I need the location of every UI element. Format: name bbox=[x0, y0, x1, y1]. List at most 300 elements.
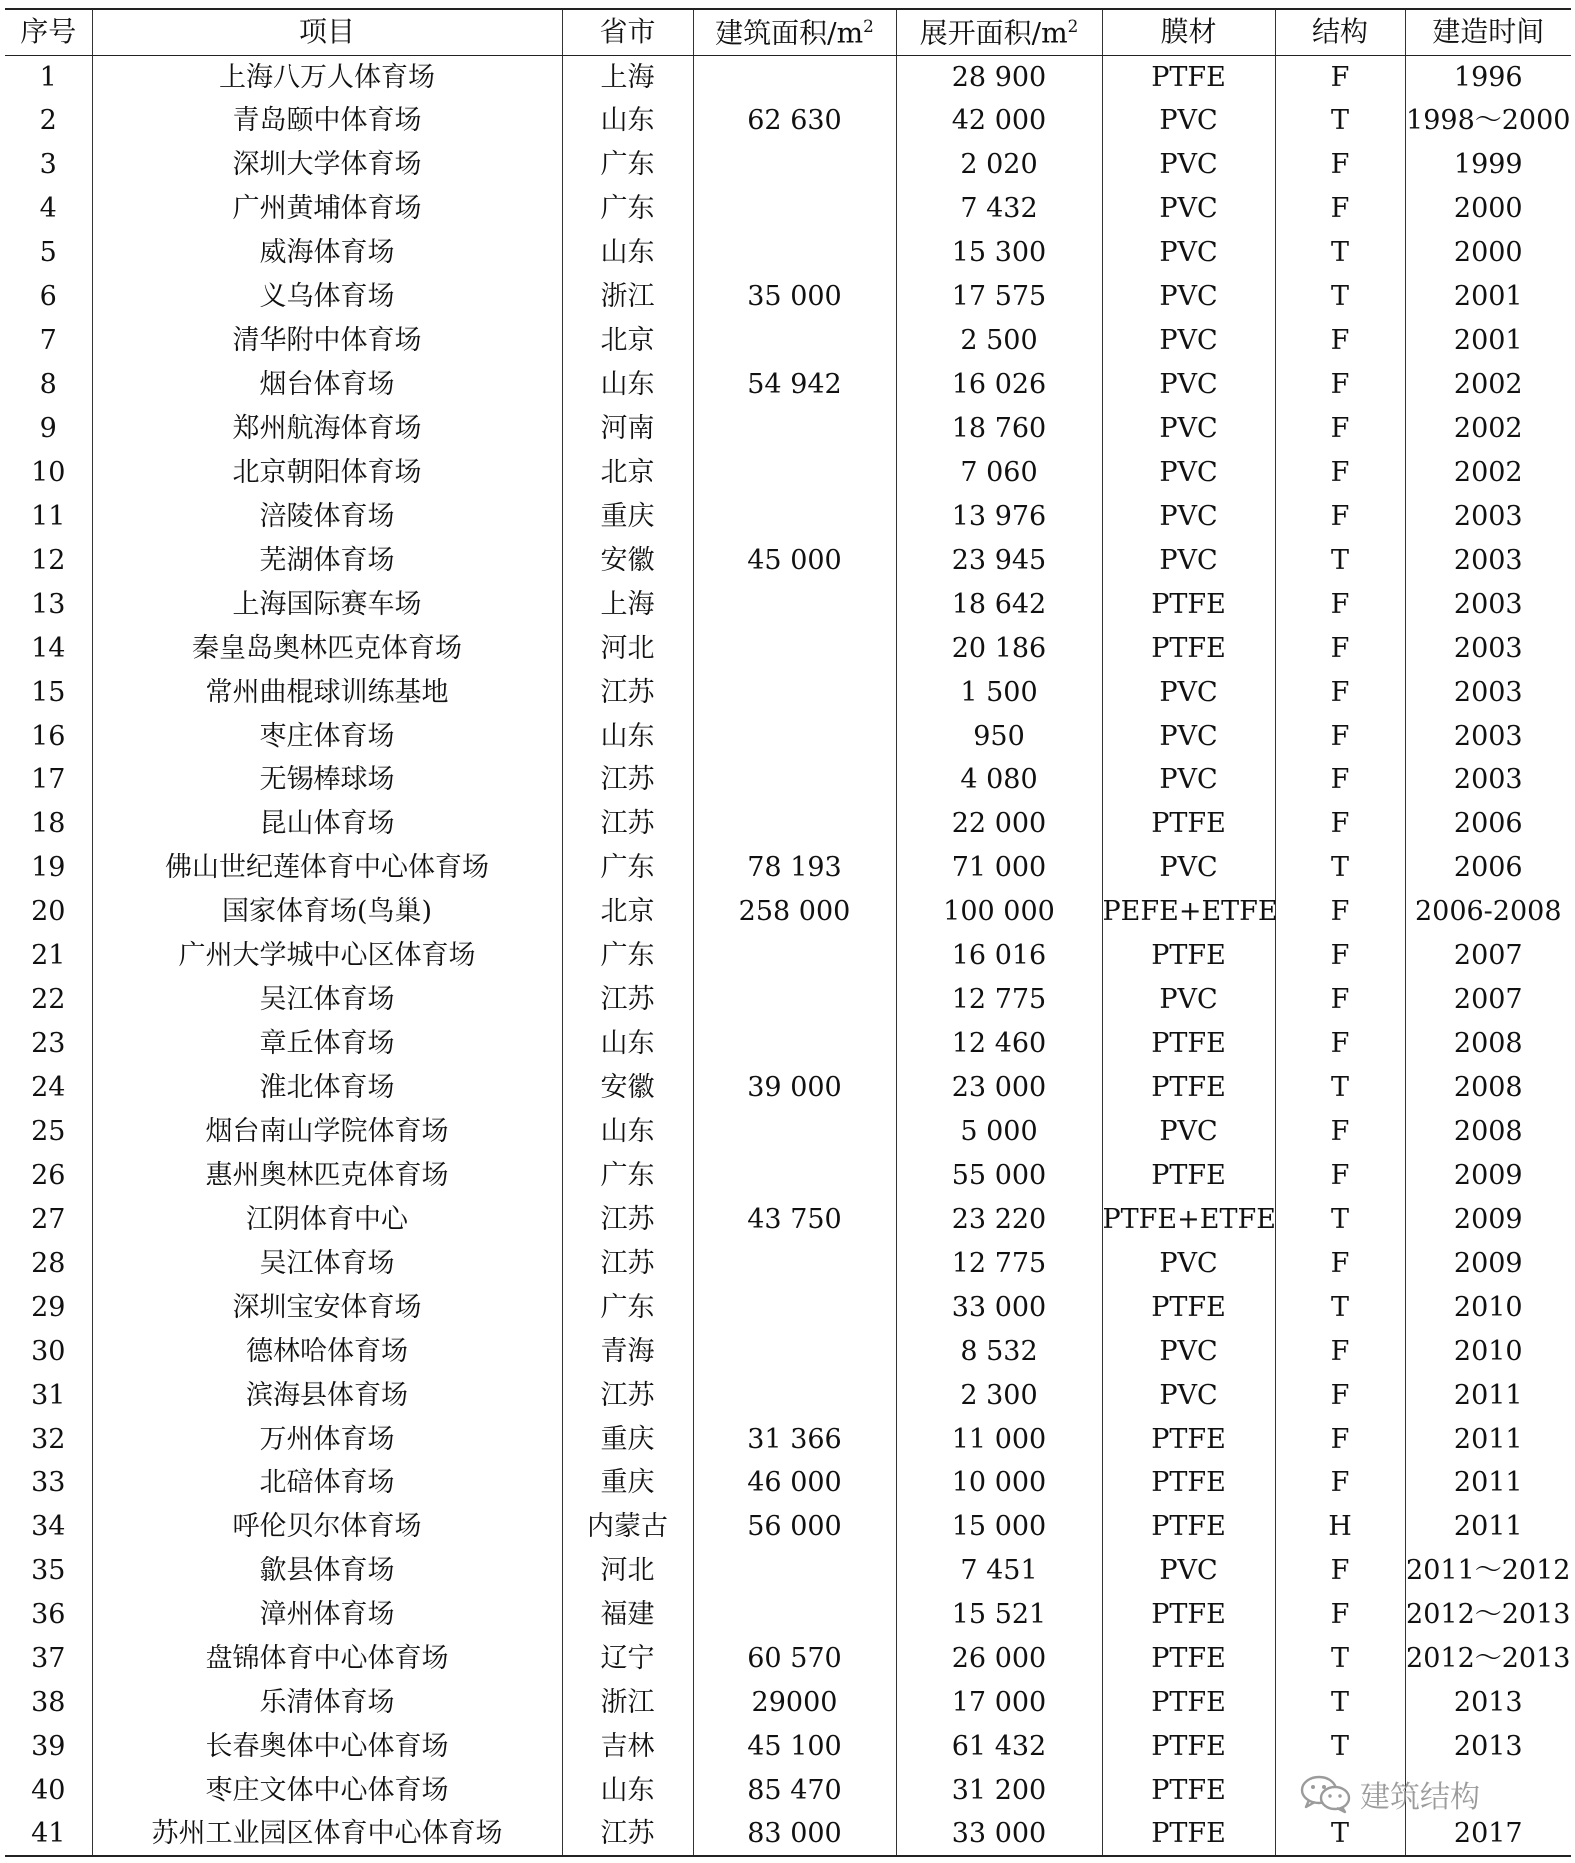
cell-membrane: PVC bbox=[1102, 187, 1275, 231]
wechat-icon bbox=[1300, 1774, 1352, 1814]
cell-build-time: 2012～2013 bbox=[1405, 1637, 1571, 1681]
cell-build-time: 2006 bbox=[1405, 802, 1571, 846]
cell-province: 内蒙古 bbox=[562, 1505, 693, 1549]
cell-unfold-area: 7 060 bbox=[896, 450, 1102, 494]
cell-unfold-area: 2 020 bbox=[896, 143, 1102, 187]
cell-project: 上海八万人体育场 bbox=[92, 55, 562, 99]
cell-unfold-area: 16 026 bbox=[896, 363, 1102, 407]
cell-build-time: 2017 bbox=[1405, 1813, 1571, 1857]
cell-structure: F bbox=[1275, 407, 1405, 451]
cell-build-time: 2008 bbox=[1405, 1066, 1571, 1110]
cell-structure: F bbox=[1275, 187, 1405, 231]
cell-structure: T bbox=[1275, 846, 1405, 890]
cell-build-time: 2003 bbox=[1405, 758, 1571, 802]
cell-membrane: PTFE bbox=[1102, 1725, 1275, 1769]
cell-project: 北京朝阳体育场 bbox=[92, 450, 562, 494]
header-structure: 结构 bbox=[1275, 9, 1405, 55]
cell-build-time: 2003 bbox=[1405, 626, 1571, 670]
cell-membrane: PVC bbox=[1102, 978, 1275, 1022]
cell-build-time: 2002 bbox=[1405, 363, 1571, 407]
cell-no: 26 bbox=[31, 1159, 66, 1191]
cell-membrane: PVC bbox=[1102, 846, 1275, 890]
cell-project: 呼伦贝尔体育场 bbox=[92, 1505, 562, 1549]
header-project: 项目 bbox=[92, 9, 562, 55]
cell-structure: F bbox=[1275, 143, 1405, 187]
cell-membrane: PVC bbox=[1102, 1549, 1275, 1593]
table-row bbox=[5, 1153, 1571, 1197]
cell-unfold-area: 23 000 bbox=[896, 1066, 1102, 1110]
cell-membrane: PTFE bbox=[1102, 1066, 1275, 1110]
cell-build-time: 2000 bbox=[1405, 187, 1571, 231]
cell-project: 烟台南山学院体育场 bbox=[92, 1110, 562, 1154]
cell-membrane: PTFE bbox=[1102, 1681, 1275, 1725]
table-row bbox=[5, 363, 1571, 407]
table-row bbox=[5, 670, 1571, 714]
cell-build-time: 1998～2000 bbox=[1405, 99, 1571, 143]
cell-structure: F bbox=[1275, 319, 1405, 363]
cell-no: 12 bbox=[31, 544, 66, 576]
cell-build-time: 1996 bbox=[1405, 55, 1571, 99]
cell-building-area: 43 750 bbox=[693, 1197, 896, 1241]
table-row bbox=[5, 275, 1571, 319]
table-row bbox=[5, 494, 1571, 538]
table-row bbox=[5, 1681, 1571, 1725]
cell-structure: H bbox=[1275, 1505, 1405, 1549]
cell-build-time: 2013 bbox=[1405, 1725, 1571, 1769]
cell-membrane: PTFE bbox=[1102, 1637, 1275, 1681]
cell-province: 广东 bbox=[562, 187, 693, 231]
cell-build-time: 2002 bbox=[1405, 450, 1571, 494]
cell-province: 北京 bbox=[562, 450, 693, 494]
cell-structure: F bbox=[1275, 1461, 1405, 1505]
table-body bbox=[5, 55, 1571, 1856]
cell-membrane: PVC bbox=[1102, 494, 1275, 538]
cell-unfold-area: 33 000 bbox=[896, 1813, 1102, 1857]
cell-no: 17 bbox=[31, 764, 66, 796]
cell-project: 惠州奥林匹克体育场 bbox=[92, 1153, 562, 1197]
cell-project: 义乌体育场 bbox=[92, 275, 562, 319]
header-building-area-label: 建筑面积/m bbox=[715, 15, 864, 49]
cell-no: 3 bbox=[39, 149, 57, 181]
cell-membrane: PVC bbox=[1102, 538, 1275, 582]
cell-province: 山东 bbox=[562, 99, 693, 143]
table-row bbox=[5, 978, 1571, 1022]
cell-province: 江苏 bbox=[562, 1241, 693, 1285]
cell-building-area bbox=[693, 1593, 896, 1637]
cell-building-area: 45 000 bbox=[693, 538, 896, 582]
cell-build-time: 2010 bbox=[1405, 1285, 1571, 1329]
cell-project: 佛山世纪莲体育中心体育场 bbox=[92, 846, 562, 890]
cell-no: 39 bbox=[31, 1731, 66, 1763]
cell-no: 28 bbox=[31, 1247, 66, 1279]
cell-build-time: 2009 bbox=[1405, 1197, 1571, 1241]
cell-structure: F bbox=[1275, 1022, 1405, 1066]
cell-unfold-area: 31 200 bbox=[896, 1769, 1102, 1813]
table-row bbox=[5, 55, 1571, 99]
cell-building-area bbox=[693, 1110, 896, 1154]
cell-project: 上海国际赛车场 bbox=[92, 582, 562, 626]
cell-project: 枣庄文体中心体育场 bbox=[92, 1769, 562, 1813]
cell-no: 36 bbox=[31, 1599, 66, 1631]
cell-project: 涪陵体育场 bbox=[92, 494, 562, 538]
table-row bbox=[5, 538, 1571, 582]
cell-structure: F bbox=[1275, 626, 1405, 670]
cell-membrane: PTFE bbox=[1102, 934, 1275, 978]
cell-building-area bbox=[693, 494, 896, 538]
cell-structure: T bbox=[1275, 231, 1405, 275]
cell-structure: T bbox=[1275, 1813, 1405, 1857]
cell-unfold-area: 28 900 bbox=[896, 55, 1102, 99]
cell-project: 无锡棒球场 bbox=[92, 758, 562, 802]
table-row bbox=[5, 1241, 1571, 1285]
cell-project: 淮北体育场 bbox=[92, 1066, 562, 1110]
table-row bbox=[5, 319, 1571, 363]
cell-structure: T bbox=[1275, 1197, 1405, 1241]
cell-no: 30 bbox=[31, 1335, 66, 1367]
cell-unfold-area: 61 432 bbox=[896, 1725, 1102, 1769]
cell-province: 江苏 bbox=[562, 1373, 693, 1417]
cell-province: 北京 bbox=[562, 319, 693, 363]
table-row bbox=[5, 582, 1571, 626]
cell-building-area bbox=[693, 407, 896, 451]
cell-project: 芜湖体育场 bbox=[92, 538, 562, 582]
cell-no: 13 bbox=[31, 588, 66, 620]
cell-building-area: 29000 bbox=[693, 1681, 896, 1725]
table-row bbox=[5, 187, 1571, 231]
cell-unfold-area: 10 000 bbox=[896, 1461, 1102, 1505]
cell-membrane: PVC bbox=[1102, 1329, 1275, 1373]
cell-no: 15 bbox=[31, 676, 66, 708]
cell-unfold-area: 100 000 bbox=[896, 890, 1102, 934]
cell-building-area bbox=[693, 1329, 896, 1373]
cell-structure: T bbox=[1275, 1681, 1405, 1725]
cell-unfold-area: 7 432 bbox=[896, 187, 1102, 231]
cell-project: 郑州航海体育场 bbox=[92, 407, 562, 451]
cell-building-area bbox=[693, 582, 896, 626]
table-row bbox=[5, 1285, 1571, 1329]
cell-structure: F bbox=[1275, 978, 1405, 1022]
cell-province: 山东 bbox=[562, 1769, 693, 1813]
watermark-text: 建筑结构 bbox=[1360, 1780, 1480, 1815]
cell-build-time: 2003 bbox=[1405, 582, 1571, 626]
cell-province: 江苏 bbox=[562, 802, 693, 846]
cell-structure: F bbox=[1275, 1417, 1405, 1461]
cell-build-time: 2006 bbox=[1405, 846, 1571, 890]
cell-structure: F bbox=[1275, 1153, 1405, 1197]
cell-project: 昆山体育场 bbox=[92, 802, 562, 846]
cell-unfold-area: 16 016 bbox=[896, 934, 1102, 978]
cell-no: 4 bbox=[39, 193, 57, 225]
table-row bbox=[5, 99, 1571, 143]
cell-building-area: 46 000 bbox=[693, 1461, 896, 1505]
cell-province: 安徽 bbox=[562, 538, 693, 582]
cell-structure: F bbox=[1275, 670, 1405, 714]
watermark bbox=[1300, 1772, 1570, 1816]
cell-structure: T bbox=[1275, 1637, 1405, 1681]
cell-membrane: PVC bbox=[1102, 1241, 1275, 1285]
cell-build-time: 1999 bbox=[1405, 143, 1571, 187]
cell-unfold-area: 12 460 bbox=[896, 1022, 1102, 1066]
cell-no: 5 bbox=[39, 237, 57, 269]
cell-structure: F bbox=[1275, 934, 1405, 978]
cell-unfold-area: 20 186 bbox=[896, 626, 1102, 670]
cell-build-time: 2011 bbox=[1405, 1505, 1571, 1549]
cell-province: 上海 bbox=[562, 582, 693, 626]
cell-structure: F bbox=[1275, 494, 1405, 538]
cell-structure: T bbox=[1275, 1725, 1405, 1769]
cell-project: 深圳宝安体育场 bbox=[92, 1285, 562, 1329]
cell-province: 广东 bbox=[562, 143, 693, 187]
cell-province: 江苏 bbox=[562, 670, 693, 714]
cell-membrane: PTFE bbox=[1102, 1153, 1275, 1197]
cell-province: 广东 bbox=[562, 934, 693, 978]
cell-province: 重庆 bbox=[562, 1461, 693, 1505]
cell-province: 福建 bbox=[562, 1593, 693, 1637]
cell-membrane: PVC bbox=[1102, 231, 1275, 275]
cell-province: 浙江 bbox=[562, 275, 693, 319]
cell-build-time: 2000 bbox=[1405, 231, 1571, 275]
cell-building-area: 85 470 bbox=[693, 1769, 896, 1813]
cell-build-time: 2007 bbox=[1405, 934, 1571, 978]
table-row bbox=[5, 714, 1571, 758]
cell-build-time: 2011 bbox=[1405, 1461, 1571, 1505]
cell-build-time: 2002 bbox=[1405, 407, 1571, 451]
cell-build-time: 2001 bbox=[1405, 319, 1571, 363]
cell-no: 22 bbox=[31, 984, 66, 1016]
cell-building-area: 83 000 bbox=[693, 1813, 896, 1857]
cell-project: 青岛颐中体育场 bbox=[92, 99, 562, 143]
cell-membrane: PVC bbox=[1102, 319, 1275, 363]
cell-building-area: 258 000 bbox=[693, 890, 896, 934]
cell-province: 安徽 bbox=[562, 1066, 693, 1110]
cell-building-area bbox=[693, 1022, 896, 1066]
cell-membrane: PVC bbox=[1102, 275, 1275, 319]
cell-build-time: 2008 bbox=[1405, 1110, 1571, 1154]
cell-province: 山东 bbox=[562, 1110, 693, 1154]
cell-building-area: 39 000 bbox=[693, 1066, 896, 1110]
cell-province: 上海 bbox=[562, 55, 693, 99]
cell-project: 苏州工业园区体育中心体育场 bbox=[92, 1813, 562, 1857]
cell-province: 山东 bbox=[562, 714, 693, 758]
cell-membrane: PVC bbox=[1102, 1110, 1275, 1154]
header-membrane: 膜材 bbox=[1102, 9, 1275, 55]
cell-unfold-area: 7 451 bbox=[896, 1549, 1102, 1593]
cell-no: 16 bbox=[31, 720, 66, 752]
table-row bbox=[5, 407, 1571, 451]
table-row bbox=[5, 1417, 1571, 1461]
cell-building-area bbox=[693, 934, 896, 978]
cell-structure: F bbox=[1275, 450, 1405, 494]
table-row bbox=[5, 1022, 1571, 1066]
cell-project: 深圳大学体育场 bbox=[92, 143, 562, 187]
cell-province: 青海 bbox=[562, 1329, 693, 1373]
cell-project: 盘锦体育中心体育场 bbox=[92, 1637, 562, 1681]
cell-no: 41 bbox=[5, 1813, 92, 1857]
cell-unfold-area: 15 521 bbox=[896, 1593, 1102, 1637]
cell-building-area bbox=[693, 670, 896, 714]
cell-membrane: PVC bbox=[1102, 99, 1275, 143]
cell-building-area: 78 193 bbox=[693, 846, 896, 890]
cell-province: 江苏 bbox=[562, 978, 693, 1022]
header-building-area-unit-sup: 2 bbox=[863, 15, 874, 36]
cell-project: 章丘体育场 bbox=[92, 1022, 562, 1066]
cell-no: 24 bbox=[31, 1072, 66, 1104]
cell-build-time: 2008 bbox=[1405, 1022, 1571, 1066]
cell-building-area bbox=[693, 187, 896, 231]
cell-project: 乐清体育场 bbox=[92, 1681, 562, 1725]
cell-building-area: 60 570 bbox=[693, 1637, 896, 1681]
cell-project: 歙县体育场 bbox=[92, 1549, 562, 1593]
cell-no: 25 bbox=[31, 1115, 66, 1147]
cell-project: 枣庄体育场 bbox=[92, 714, 562, 758]
cell-project: 清华附中体育场 bbox=[92, 319, 562, 363]
cell-no: 38 bbox=[31, 1687, 66, 1719]
cell-unfold-area: 15 300 bbox=[896, 231, 1102, 275]
cell-unfold-area: 1 500 bbox=[896, 670, 1102, 714]
cell-build-time: 2003 bbox=[1405, 714, 1571, 758]
cell-province: 辽宁 bbox=[562, 1637, 693, 1681]
cell-no: 40 bbox=[31, 1775, 66, 1807]
cell-project: 广州黄埔体育场 bbox=[92, 187, 562, 231]
cell-no: 37 bbox=[31, 1643, 66, 1675]
cell-building-area bbox=[693, 55, 896, 99]
table-row bbox=[5, 1110, 1571, 1154]
cell-province: 北京 bbox=[562, 890, 693, 934]
cell-province: 山东 bbox=[562, 363, 693, 407]
cell-membrane: PVC bbox=[1102, 714, 1275, 758]
cell-building-area bbox=[693, 978, 896, 1022]
cell-project: 德林哈体育场 bbox=[92, 1329, 562, 1373]
cell-no: 27 bbox=[31, 1203, 66, 1235]
cell-unfold-area: 2 300 bbox=[896, 1373, 1102, 1417]
cell-unfold-area: 5 000 bbox=[896, 1110, 1102, 1154]
header-unfold-area bbox=[896, 9, 1102, 55]
cell-structure: F bbox=[1275, 890, 1405, 934]
cell-membrane: PVC bbox=[1102, 1373, 1275, 1417]
cell-no: 21 bbox=[31, 940, 66, 972]
cell-building-area bbox=[693, 1241, 896, 1285]
header-province: 省市 bbox=[562, 9, 693, 55]
cell-structure: F bbox=[1275, 1110, 1405, 1154]
cell-structure: F bbox=[1275, 363, 1405, 407]
cell-no: 9 bbox=[39, 412, 57, 444]
cell-membrane: PVC bbox=[1102, 407, 1275, 451]
cell-building-area bbox=[693, 1285, 896, 1329]
cell-membrane: PTFE bbox=[1102, 582, 1275, 626]
cell-project: 广州大学城中心区体育场 bbox=[92, 934, 562, 978]
table-row bbox=[5, 802, 1571, 846]
cell-building-area bbox=[693, 714, 896, 758]
table-row bbox=[5, 934, 1571, 978]
cell-structure: T bbox=[1275, 275, 1405, 319]
header-unfold-area-label: 展开面积/m bbox=[919, 15, 1068, 49]
table-row bbox=[5, 846, 1571, 890]
cell-build-time: 2012～2013 bbox=[1405, 1593, 1571, 1637]
cell-unfold-area: 23 945 bbox=[896, 538, 1102, 582]
table-row bbox=[5, 758, 1571, 802]
table-row bbox=[5, 1549, 1571, 1593]
cell-structure: F bbox=[1275, 582, 1405, 626]
cell-unfold-area: 18 760 bbox=[896, 407, 1102, 451]
cell-structure: F bbox=[1275, 1549, 1405, 1593]
cell-building-area bbox=[693, 319, 896, 363]
cell-structure: F bbox=[1275, 758, 1405, 802]
cell-structure: F bbox=[1275, 714, 1405, 758]
table-row bbox=[5, 1637, 1571, 1681]
cell-project: 滨海县体育场 bbox=[92, 1373, 562, 1417]
cell-province: 河北 bbox=[562, 626, 693, 670]
cell-project: 常州曲棍球训练基地 bbox=[92, 670, 562, 714]
cell-membrane: PVC bbox=[1102, 670, 1275, 714]
cell-structure: T bbox=[1275, 1066, 1405, 1110]
table-row bbox=[5, 450, 1571, 494]
cell-membrane: PTFE bbox=[1102, 626, 1275, 670]
cell-no: 10 bbox=[31, 456, 66, 488]
cell-province: 河北 bbox=[562, 1549, 693, 1593]
table-row bbox=[5, 1329, 1571, 1373]
cell-no: 2 bbox=[39, 105, 57, 137]
cell-membrane: PTFE+ETFE bbox=[1102, 1197, 1275, 1241]
cell-unfold-area: 22 000 bbox=[896, 802, 1102, 846]
cell-unfold-area: 42 000 bbox=[896, 99, 1102, 143]
cell-build-time: 2011～2012 bbox=[1405, 1549, 1571, 1593]
cell-membrane: PVC bbox=[1102, 758, 1275, 802]
cell-building-area: 54 942 bbox=[693, 363, 896, 407]
cell-build-time: 2009 bbox=[1405, 1241, 1571, 1285]
cell-membrane: PTFE bbox=[1102, 1593, 1275, 1637]
cell-membrane: PTFE bbox=[1102, 1461, 1275, 1505]
cell-project: 秦皇岛奥林匹克体育场 bbox=[92, 626, 562, 670]
cell-building-area bbox=[693, 231, 896, 275]
cell-membrane: PVC bbox=[1102, 363, 1275, 407]
table-row bbox=[5, 1066, 1571, 1110]
table-row bbox=[5, 1505, 1571, 1549]
cell-province: 广东 bbox=[562, 1285, 693, 1329]
cell-structure: F bbox=[1275, 1593, 1405, 1637]
cell-unfold-area: 15 000 bbox=[896, 1505, 1102, 1549]
cell-membrane: PEFE+ETFE bbox=[1102, 890, 1275, 934]
table-row bbox=[5, 231, 1571, 275]
cell-no: 7 bbox=[39, 325, 57, 357]
cell-unfold-area: 13 976 bbox=[896, 494, 1102, 538]
cell-build-time: 2011 bbox=[1405, 1373, 1571, 1417]
cell-build-time: 2007 bbox=[1405, 978, 1571, 1022]
cell-building-area bbox=[693, 143, 896, 187]
cell-build-time: 2011 bbox=[1405, 1417, 1571, 1461]
cell-project: 烟台体育场 bbox=[92, 363, 562, 407]
cell-building-area: 56 000 bbox=[693, 1505, 896, 1549]
cell-unfold-area: 33 000 bbox=[896, 1285, 1102, 1329]
cell-no: 1 bbox=[39, 61, 57, 93]
cell-unfold-area: 17 000 bbox=[896, 1681, 1102, 1725]
table-row bbox=[5, 1373, 1571, 1417]
cell-unfold-area: 4 080 bbox=[896, 758, 1102, 802]
cell-unfold-area: 2 500 bbox=[896, 319, 1102, 363]
cell-membrane: PTFE bbox=[1102, 802, 1275, 846]
cell-province: 重庆 bbox=[562, 1417, 693, 1461]
cell-build-time: 2003 bbox=[1405, 538, 1571, 582]
table-header bbox=[5, 9, 1571, 55]
cell-province: 广东 bbox=[562, 1153, 693, 1197]
cell-building-area bbox=[693, 1549, 896, 1593]
cell-structure: F bbox=[1275, 802, 1405, 846]
cell-province: 浙江 bbox=[562, 1681, 693, 1725]
cell-structure: T bbox=[1275, 538, 1405, 582]
header-row bbox=[5, 9, 1571, 55]
cell-structure: T bbox=[1275, 99, 1405, 143]
cell-build-time: 2006-2008 bbox=[1405, 890, 1571, 934]
cell-unfold-area: 11 000 bbox=[896, 1417, 1102, 1461]
